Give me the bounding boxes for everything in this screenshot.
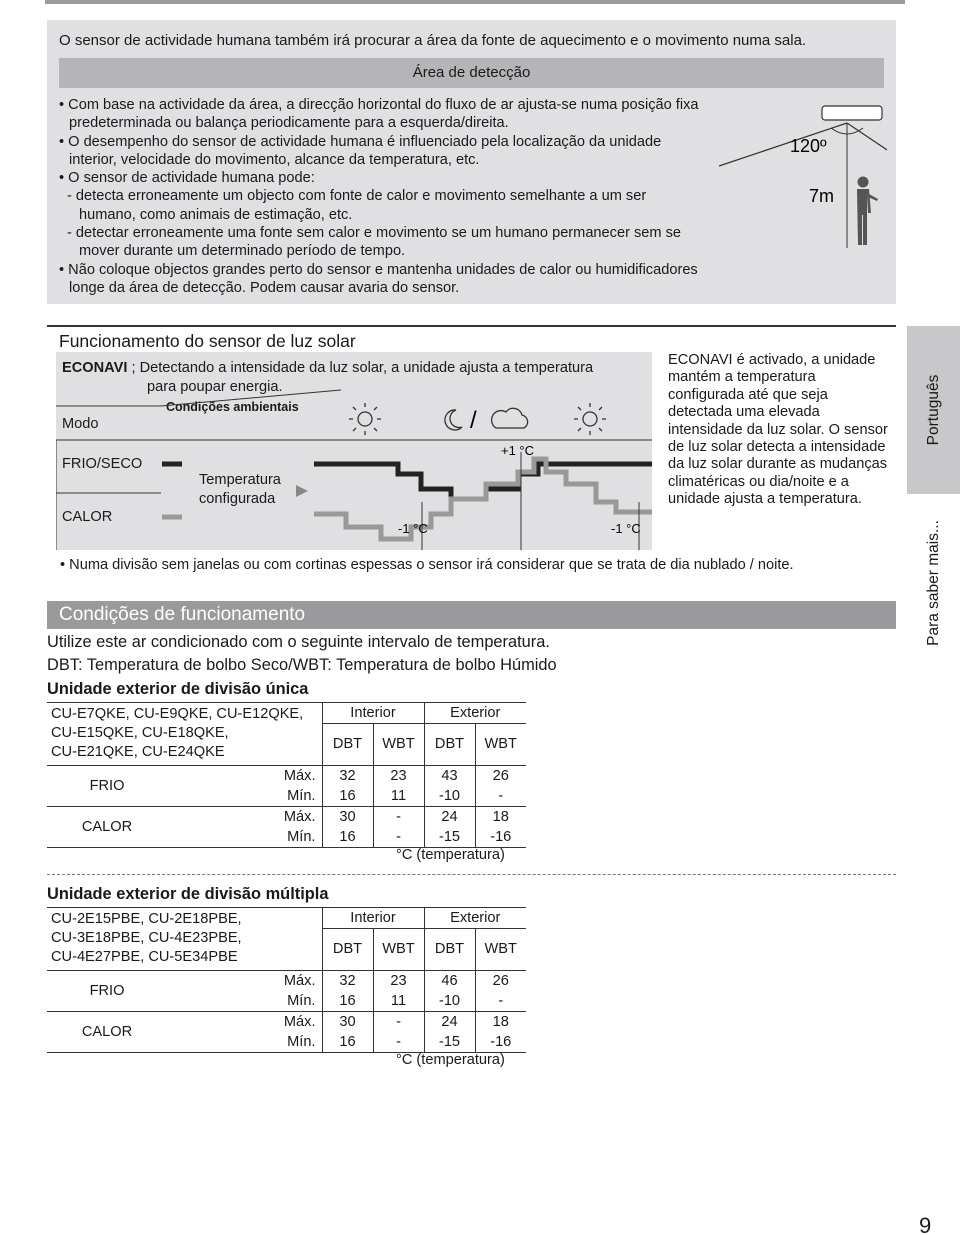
table-cell: 16 bbox=[322, 991, 373, 1012]
frio-step-line bbox=[314, 464, 652, 499]
table-cell: -16 bbox=[475, 1032, 526, 1053]
moon-icon bbox=[445, 410, 462, 430]
dbt-header: DBT bbox=[322, 928, 373, 970]
tab-para-saber-mais-label: Para saber mais... bbox=[925, 520, 942, 646]
table-cell: 18 bbox=[475, 807, 526, 828]
frio-row-label: FRIO Máx. Mín. bbox=[47, 970, 322, 1012]
table-cell: - bbox=[373, 1012, 424, 1033]
wbt-header: WBT bbox=[475, 928, 526, 970]
table-cell: -15 bbox=[424, 1032, 475, 1053]
unit-note: °C (temperatura) bbox=[396, 847, 505, 863]
mode-divider-slant bbox=[161, 390, 341, 406]
calor-row-label: CALOR Máx. Mín. bbox=[47, 1012, 322, 1053]
table-cell: 16 bbox=[322, 1032, 373, 1053]
interior-header: Interior bbox=[322, 908, 424, 929]
unit-note: °C (temperatura) bbox=[396, 1052, 505, 1068]
table-cell: 46 bbox=[424, 970, 475, 991]
table-cell: 24 bbox=[424, 807, 475, 828]
detection-area-bar: Área de detecção bbox=[59, 58, 884, 88]
sensor-range-figure bbox=[707, 98, 887, 258]
calor-step-line bbox=[314, 459, 652, 539]
solar-panel bbox=[56, 352, 652, 550]
minus-one-label: -1 °C bbox=[398, 521, 428, 536]
detection-bullet: • Com base na actividade da área, a direcção horizontal do fluxo de ar ajusta-se numa posição fixa predeterminada ou balança periodicamente para a esquerda/direita. bbox=[59, 97, 699, 132]
frio-seco-label: FRIO/SECO bbox=[62, 456, 143, 472]
table-cell: -15 bbox=[424, 827, 475, 848]
detection-box bbox=[47, 20, 896, 304]
table-cell: -16 bbox=[475, 827, 526, 848]
single-unit-title: Unidade exterior de divisão única bbox=[47, 680, 309, 698]
multi-models: CU-2E15PBE, CU-2E18PBE, CU-3E18PBE, CU-4E23PBE, CU-4E27PBE, CU-5E34PBE bbox=[47, 908, 322, 971]
distance-label: 7m bbox=[809, 186, 835, 206]
wbt-header: WBT bbox=[373, 723, 424, 765]
calor-row-label: CALOR Máx. Mín. bbox=[47, 807, 322, 848]
table-cell: 30 bbox=[322, 1012, 373, 1033]
exterior-header: Exterior bbox=[424, 908, 526, 929]
tab-portugues[interactable] bbox=[907, 326, 960, 494]
solar-section-title: Funcionamento do sensor de luz solar bbox=[47, 325, 896, 352]
single-unit-table bbox=[47, 702, 526, 848]
econavi-text-2: para poupar energia. bbox=[147, 379, 283, 395]
table-cell: -10 bbox=[424, 786, 475, 807]
top-rule bbox=[45, 0, 905, 4]
table-cell: 11 bbox=[373, 991, 424, 1012]
table-cell: - bbox=[373, 1032, 424, 1053]
detection-list bbox=[59, 96, 699, 297]
sun-icon bbox=[349, 403, 381, 435]
minus-one-label: -1 °C bbox=[611, 521, 641, 536]
table-cell: - bbox=[475, 991, 526, 1012]
conditions-title: Condições de funcionamento bbox=[47, 601, 896, 629]
econavi-label: ECONAVI bbox=[62, 360, 128, 376]
table-cell: 26 bbox=[475, 765, 526, 786]
conditions-intro: Utilize este ar condicionado com o seguinte intervalo de temperatura. bbox=[47, 633, 550, 651]
table-cell: 24 bbox=[424, 1012, 475, 1033]
table-cell: 26 bbox=[475, 970, 526, 991]
table-cell: 16 bbox=[322, 827, 373, 848]
table-cell: 23 bbox=[373, 765, 424, 786]
econavi-text: ; Detectando a intensidade da luz solar, a unidade ajusta a temperatura bbox=[127, 360, 594, 376]
frio-row-label: FRIO Máx. Mín. bbox=[47, 765, 322, 807]
table-cell: 16 bbox=[322, 786, 373, 807]
wbt-header: WBT bbox=[475, 723, 526, 765]
wbt-header: WBT bbox=[373, 928, 424, 970]
solar-diagram bbox=[56, 352, 652, 550]
table-cell: - bbox=[373, 827, 424, 848]
detection-bullet: • O sensor de actividade humana pode: bbox=[59, 170, 315, 187]
dbt-header: DBT bbox=[322, 723, 373, 765]
detection-intro: O sensor de actividade humana também irá procurar a área da fonte de aquecimento e o movimento numa sala. bbox=[59, 32, 807, 49]
table-cell: 11 bbox=[373, 786, 424, 807]
arrow-icon bbox=[296, 485, 308, 497]
table-cell: 32 bbox=[322, 765, 373, 786]
econavi-note: ECONAVI é activado, a unidade mantém a temperatura configurada até que seja detectada uma elevada intensidade da luz solar. O sensor de luz solar detecta a intensidade da luz solar durante as mudanças climatéricas ou dia/noite e a unidade ajusta a temperatura. bbox=[668, 352, 888, 508]
tab-portugues-label: Português bbox=[924, 374, 942, 446]
dashed-separator bbox=[47, 874, 896, 875]
detection-bullet: • Não coloque objectos grandes perto do sensor e mantenha unidades de calor ou humidificadores longe da área de detecção. Podem causar avaria do sensor. bbox=[59, 261, 698, 296]
plus-one-label: +1 °C bbox=[501, 443, 535, 458]
table-cell: 18 bbox=[475, 1012, 526, 1033]
interior-header: Interior bbox=[322, 703, 424, 724]
calor-label: CALOR bbox=[62, 509, 113, 525]
detection-dash: - detectar erroneamente uma fonte sem calor e movimento se um humano permanecer sem se mover durante um determinado período de tempo. bbox=[67, 225, 682, 260]
detection-dash: - detecta erroneamente um objecto com fonte de calor e movimento semelhante a um ser humano, como animais de estimação, etc. bbox=[67, 188, 647, 223]
set-temperature-line-1: Temperatura bbox=[199, 472, 281, 488]
solar-bullet: • Numa divisão sem janelas ou com cortinas espessas o sensor irá considerar que se trata de dia nublado / noite. bbox=[60, 557, 794, 573]
table-cell: -10 bbox=[424, 991, 475, 1012]
multi-unit-title: Unidade exterior de divisão múltipla bbox=[47, 885, 329, 903]
detection-bullet: • O desempenho do sensor de actividade humana é influenciado pela localização da unidade interior, velocidade do movimento, alcance da temperatura, etc. bbox=[59, 133, 662, 168]
angle-label: 120º bbox=[790, 136, 827, 156]
table-cell: 23 bbox=[373, 970, 424, 991]
page-number: 9 bbox=[919, 1213, 932, 1235]
ambient-conditions-label: Condições ambientais bbox=[166, 400, 299, 414]
indoor-unit-icon bbox=[822, 106, 882, 120]
set-temperature-line-2: configurada bbox=[199, 491, 276, 507]
table-cell: 43 bbox=[424, 765, 475, 786]
table-cell: 32 bbox=[322, 970, 373, 991]
conditions-dbt-wbt: DBT: Temperatura de bolbo Seco/WBT: Temperatura de bolbo Húmido bbox=[47, 656, 557, 674]
sun-icon bbox=[574, 403, 606, 435]
multi-unit-table bbox=[47, 907, 526, 1053]
mode-label: Modo bbox=[62, 416, 99, 432]
exterior-header: Exterior bbox=[424, 703, 526, 724]
dbt-header: DBT bbox=[424, 928, 475, 970]
cloud-icon bbox=[492, 408, 528, 428]
table-cell: - bbox=[475, 786, 526, 807]
dbt-header: DBT bbox=[424, 723, 475, 765]
single-models: CU-E7QKE, CU-E9QKE, CU-E12QKE, CU-E15QKE, CU-E18QKE, CU-E21QKE, CU-E24QKE bbox=[47, 703, 322, 766]
person-icon bbox=[857, 177, 878, 246]
table-cell: - bbox=[373, 807, 424, 828]
table-cell: 30 bbox=[322, 807, 373, 828]
slash-separator: / bbox=[470, 407, 477, 434]
